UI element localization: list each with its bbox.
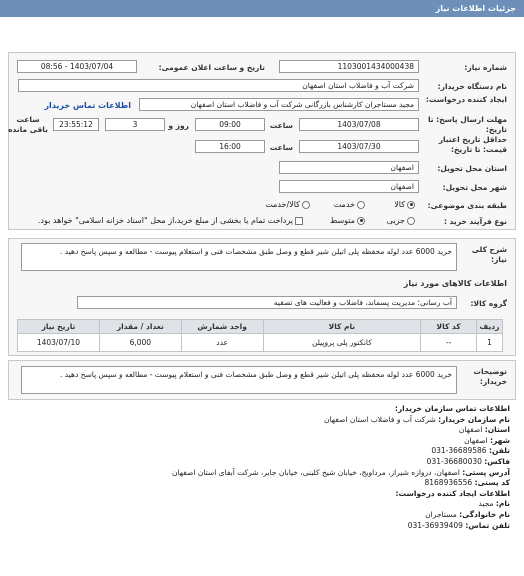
radio-selected-icon — [357, 217, 365, 225]
time-remaining-label: ساعت باقی مانده — [8, 115, 48, 134]
buyer-contact-link-text: اطلاعات تماس خریدار — [44, 101, 131, 110]
need-details-panel — [8, 52, 516, 230]
contact-city-label: شهر: — [490, 435, 510, 445]
need-summary-text: خرید 6000 عدد لوله محفظه پلی اتیلن شیر قطع و وصل طبق مشخصات فنی و استعلام پیوست - مطالعه و سپس پاسخ دهید . — [21, 243, 457, 271]
buyer-contact-link[interactable] — [44, 101, 131, 110]
radio-icon — [302, 201, 310, 209]
reply-deadline-time-label: ساعت — [269, 121, 293, 130]
creator-last-name: مستاجران — [425, 509, 457, 519]
price-validity-time-field: 16:00 — [195, 140, 265, 153]
radio-icon — [407, 217, 415, 225]
col-unit: واحد شمارش — [181, 320, 263, 334]
buyer-notes-panel — [8, 360, 516, 400]
checkbox-icon — [295, 217, 303, 225]
contact-phone: 36689586-031 — [431, 446, 487, 456]
radio-selected-icon — [407, 201, 415, 209]
category-option-goods-label: کالا — [394, 200, 405, 209]
cell-unit: عدد — [181, 334, 263, 352]
creator-last-name-label: نام خانوادگی: — [459, 509, 510, 519]
creator-first-name: مجید — [478, 499, 494, 509]
time-remaining-field: 23:55:12 — [53, 118, 99, 131]
requester-field: مجید مستاجران کارشناس بازرگانی شرکت آب و فاضلاب استان اصفهان — [139, 98, 419, 111]
contact-info — [14, 404, 510, 531]
delivery-city-label: شهر محل تحویل: — [442, 183, 507, 192]
announce-datetime-label: تاریخ و ساعت اعلان عمومی: — [158, 63, 265, 72]
contact-postal: 8168936556 — [424, 478, 473, 488]
price-validity-label: حداقل تاریخ اعتبار قیمت: تا تاریخ: — [438, 135, 507, 154]
purchase-type-minor[interactable] — [387, 216, 415, 225]
contact-province: اصفهان — [458, 425, 483, 435]
requester-label: ایجاد کننده درخواست: — [425, 95, 507, 104]
contact-title: اطلاعات تماس سازمان خریدار: — [394, 404, 510, 413]
contact-org: شرکت آب و فاضلاب استان اصفهان — [324, 414, 436, 424]
buyer-org-label: نام دستگاه خریدار: — [437, 82, 507, 91]
contact-address: اصفهان، دروازه شیراز، مرداویج، خیابان شیخ کلینی، خیابان جابر، شرکت آبفای استان اصفهان — [171, 467, 460, 477]
contact-fax: 36680030-031 — [426, 456, 482, 466]
purchase-type-medium-label: متوسط — [329, 216, 355, 225]
category-label: طبقه بندی موضوعی: — [427, 201, 507, 210]
reply-deadline-label: مهلت ارسال پاسخ: تا تاریخ: — [427, 115, 507, 134]
cell-quantity: 6,000 — [99, 334, 181, 352]
purchase-type-label: نوع فرآیند خرید : — [443, 217, 507, 226]
contact-city: اصفهان — [464, 435, 488, 445]
goods-group-field: آب رسانی؛ مدیریت پسماند، فاضلاب و فعالیت های تصفیه — [77, 296, 457, 309]
need-summary-panel — [8, 238, 516, 356]
purchase-type-medium[interactable] — [330, 216, 365, 225]
delivery-city-field: اصفهان — [279, 180, 419, 193]
price-validity-date-field: 1403/07/30 — [299, 140, 419, 153]
buyer-notes-label: توضیحات خریدار: — [473, 367, 507, 386]
goods-section-title: اطلاعات کالاهای مورد نیاز — [403, 279, 507, 288]
category-option-service-label: خدمت — [333, 200, 355, 209]
reply-deadline-time-field: 09:00 — [195, 118, 265, 131]
announce-datetime-field: 1403/07/04 - 08:56 — [17, 60, 137, 73]
price-validity-time-label: ساعت — [269, 143, 293, 152]
days-remaining-field: 3 — [105, 118, 165, 131]
radio-icon — [357, 201, 365, 209]
days-label: روز و — [168, 121, 189, 130]
contact-phone-label: تلفن: — [488, 446, 510, 456]
creator-phone: 36939409-031 — [407, 520, 463, 530]
need-number-field: 1103001434000438 — [279, 60, 419, 73]
buyer-org-field: شرکت آب و فاضلاب استان اصفهان — [18, 79, 419, 92]
goods-table — [17, 319, 503, 352]
cell-code: -- — [421, 334, 477, 352]
contact-fax-label: فاکس: — [484, 456, 510, 466]
category-option-goods-service[interactable] — [265, 200, 310, 209]
cell-row: 1 — [477, 334, 503, 352]
creator-first-name-label: نام: — [495, 499, 510, 509]
buyer-notes-text: خرید 6000 عدد لوله محفظه پلی اتیلن شیر قطع و وصل طبق مشخصات فنی و استعلام پیوست - مطالعه و سپس پاسخ دهید . — [21, 366, 457, 394]
need-summary-label: شرح کلی نیاز: — [471, 245, 507, 264]
col-quantity: تعداد / مقدار — [99, 320, 181, 334]
need-number-label: شماره نیاز: — [464, 63, 507, 72]
goods-table-header — [18, 320, 503, 334]
table-row — [18, 334, 503, 352]
contact-postal-label: کد پستی: — [474, 478, 510, 488]
category-option-goods[interactable] — [394, 200, 415, 209]
col-code: کد کالا — [421, 320, 477, 334]
contact-address-label: آدرس پستی: — [462, 467, 510, 477]
treasury-payment-checkbox[interactable] — [38, 216, 303, 225]
col-name: نام کالا — [263, 320, 421, 334]
delivery-province-field: اصفهان — [279, 161, 419, 174]
purchase-type-minor-label: جزیی — [386, 216, 405, 225]
reply-deadline-date-field: 1403/07/08 — [299, 118, 419, 131]
page-title: جزئیات اطلاعات نیاز — [0, 0, 524, 17]
creator-phone-label: تلفن تماس: — [465, 520, 510, 530]
contact-org-label: نام سازمان خریدار: — [438, 414, 510, 424]
treasury-payment-note: پرداخت تمام یا بخشی از مبلغ خرید،از محل "اسناد خزانه اسلامی" خواهد بود. — [37, 216, 293, 225]
delivery-province-label: استان محل تحویل: — [437, 164, 507, 173]
col-need-date: تاریخ نیاز — [18, 320, 100, 334]
col-row: ردیف — [477, 320, 503, 334]
contact-province-label: استان: — [484, 425, 510, 435]
creator-title: اطلاعات ایجاد کننده درخواست: — [395, 488, 510, 498]
cell-need-date: 1403/07/10 — [18, 334, 100, 352]
goods-group-label: گروه کالا: — [470, 299, 507, 308]
category-option-service[interactable] — [334, 200, 365, 209]
category-option-goods-service-label: کالا/خدمت — [265, 200, 300, 209]
cell-name: کانکتور پلی پروپیلن — [263, 334, 421, 352]
